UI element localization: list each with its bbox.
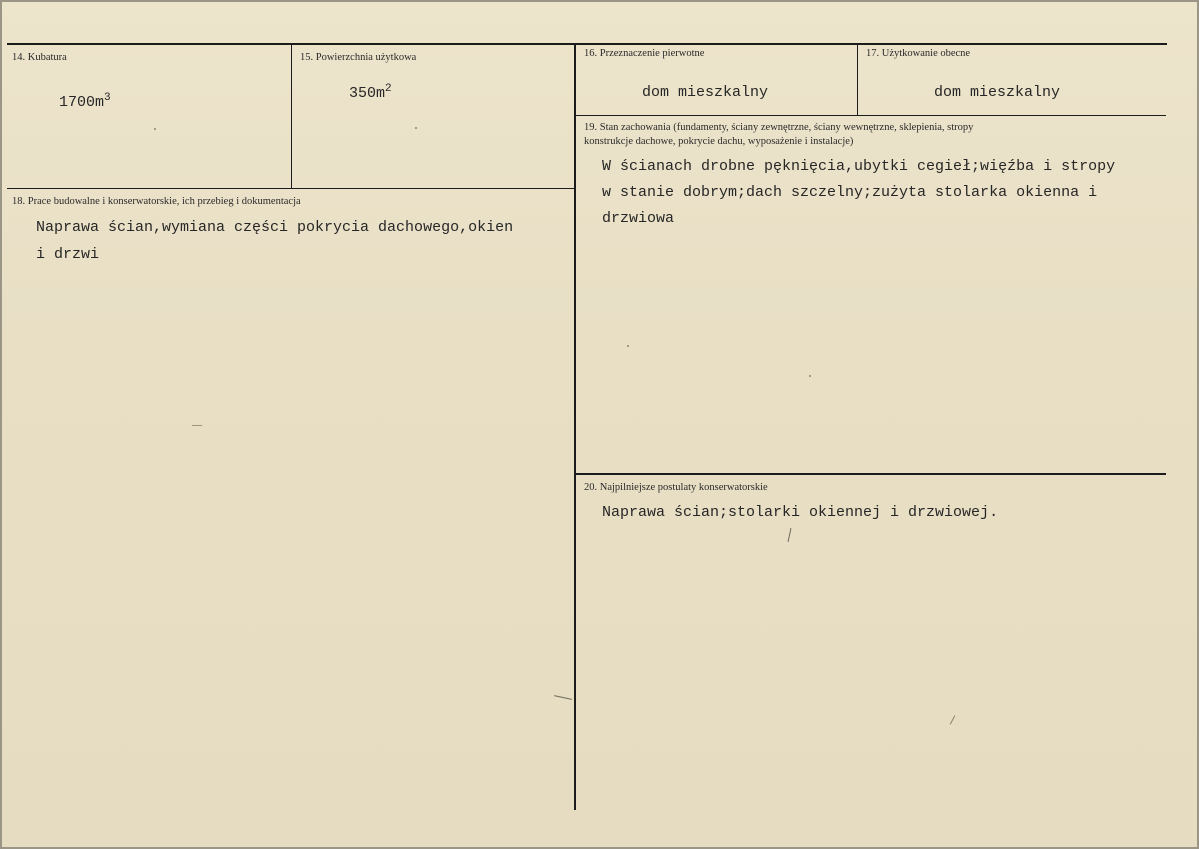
field-19-label-line1: 19. Stan zachowania (fundamenty, ściany zewnętrzne, ściany wewnętrzne, sklepienia, stropy <box>584 122 974 133</box>
field-15-value <box>349 81 392 107</box>
area-exponent: 2 <box>385 83 392 95</box>
field-15-label: 15. Powierzchnia użytkowa <box>300 52 417 63</box>
rule-above-18 <box>7 188 574 189</box>
paper-speck <box>809 375 811 377</box>
rule-above-19 <box>576 115 1166 116</box>
divider-14-15 <box>291 45 292 188</box>
field-18-text-line2: i drzwi <box>36 246 100 263</box>
volume-number: 1700m <box>59 94 105 111</box>
paper-speck <box>627 345 629 347</box>
field-20-label: 20. Najpilniejsze postulaty konserwatorskie <box>584 482 768 493</box>
rule-above-20 <box>576 473 1166 475</box>
field-19-text-line2: w stanie dobrym;dach szczelny;zużyta stolarka okienna i <box>602 184 1098 201</box>
field-18-label: 18. Prace budowalne i konserwatorskie, ich przebieg i dokumentacja <box>12 196 301 207</box>
field-19-text-line1: W ścianach drobne pęknięcia,ubytki cegieł;więźba i stropy <box>602 158 1116 175</box>
volume-exponent: 3 <box>104 92 111 104</box>
field-20-text-line1: Naprawa ścian;stolarki okiennej i drzwiowej. <box>602 504 999 521</box>
paper-speck <box>415 127 417 129</box>
field-16-label: 16. Przeznaczenie pierwotne <box>584 48 705 59</box>
field-14-value <box>59 90 111 116</box>
divider-16-17 <box>857 45 858 115</box>
field-19-label-line2: konstrukcje dachowe, pokrycie dachu, wyposażenie i instalacje) <box>584 136 854 147</box>
divider-15-16 <box>574 45 576 810</box>
field-18-text-line1: Naprawa ścian,wymiana części pokrycia dachowego,okien <box>36 219 514 236</box>
top-rule <box>7 43 1167 45</box>
field-16-value: dom mieszkalny <box>642 84 769 101</box>
field-17-label: 17. Użytkowanie obecne <box>866 48 971 59</box>
field-17-value: dom mieszkalny <box>934 84 1061 101</box>
paper-mark <box>788 528 792 542</box>
field-14-label: 14. Kubatura <box>12 52 67 63</box>
field-19-text-line3: drzwiowa <box>602 210 675 227</box>
paper-mark <box>554 695 572 700</box>
paper-speck <box>154 128 156 130</box>
paper-mark <box>192 425 202 426</box>
area-number: 350m <box>349 85 386 102</box>
paper-mark <box>950 715 956 724</box>
